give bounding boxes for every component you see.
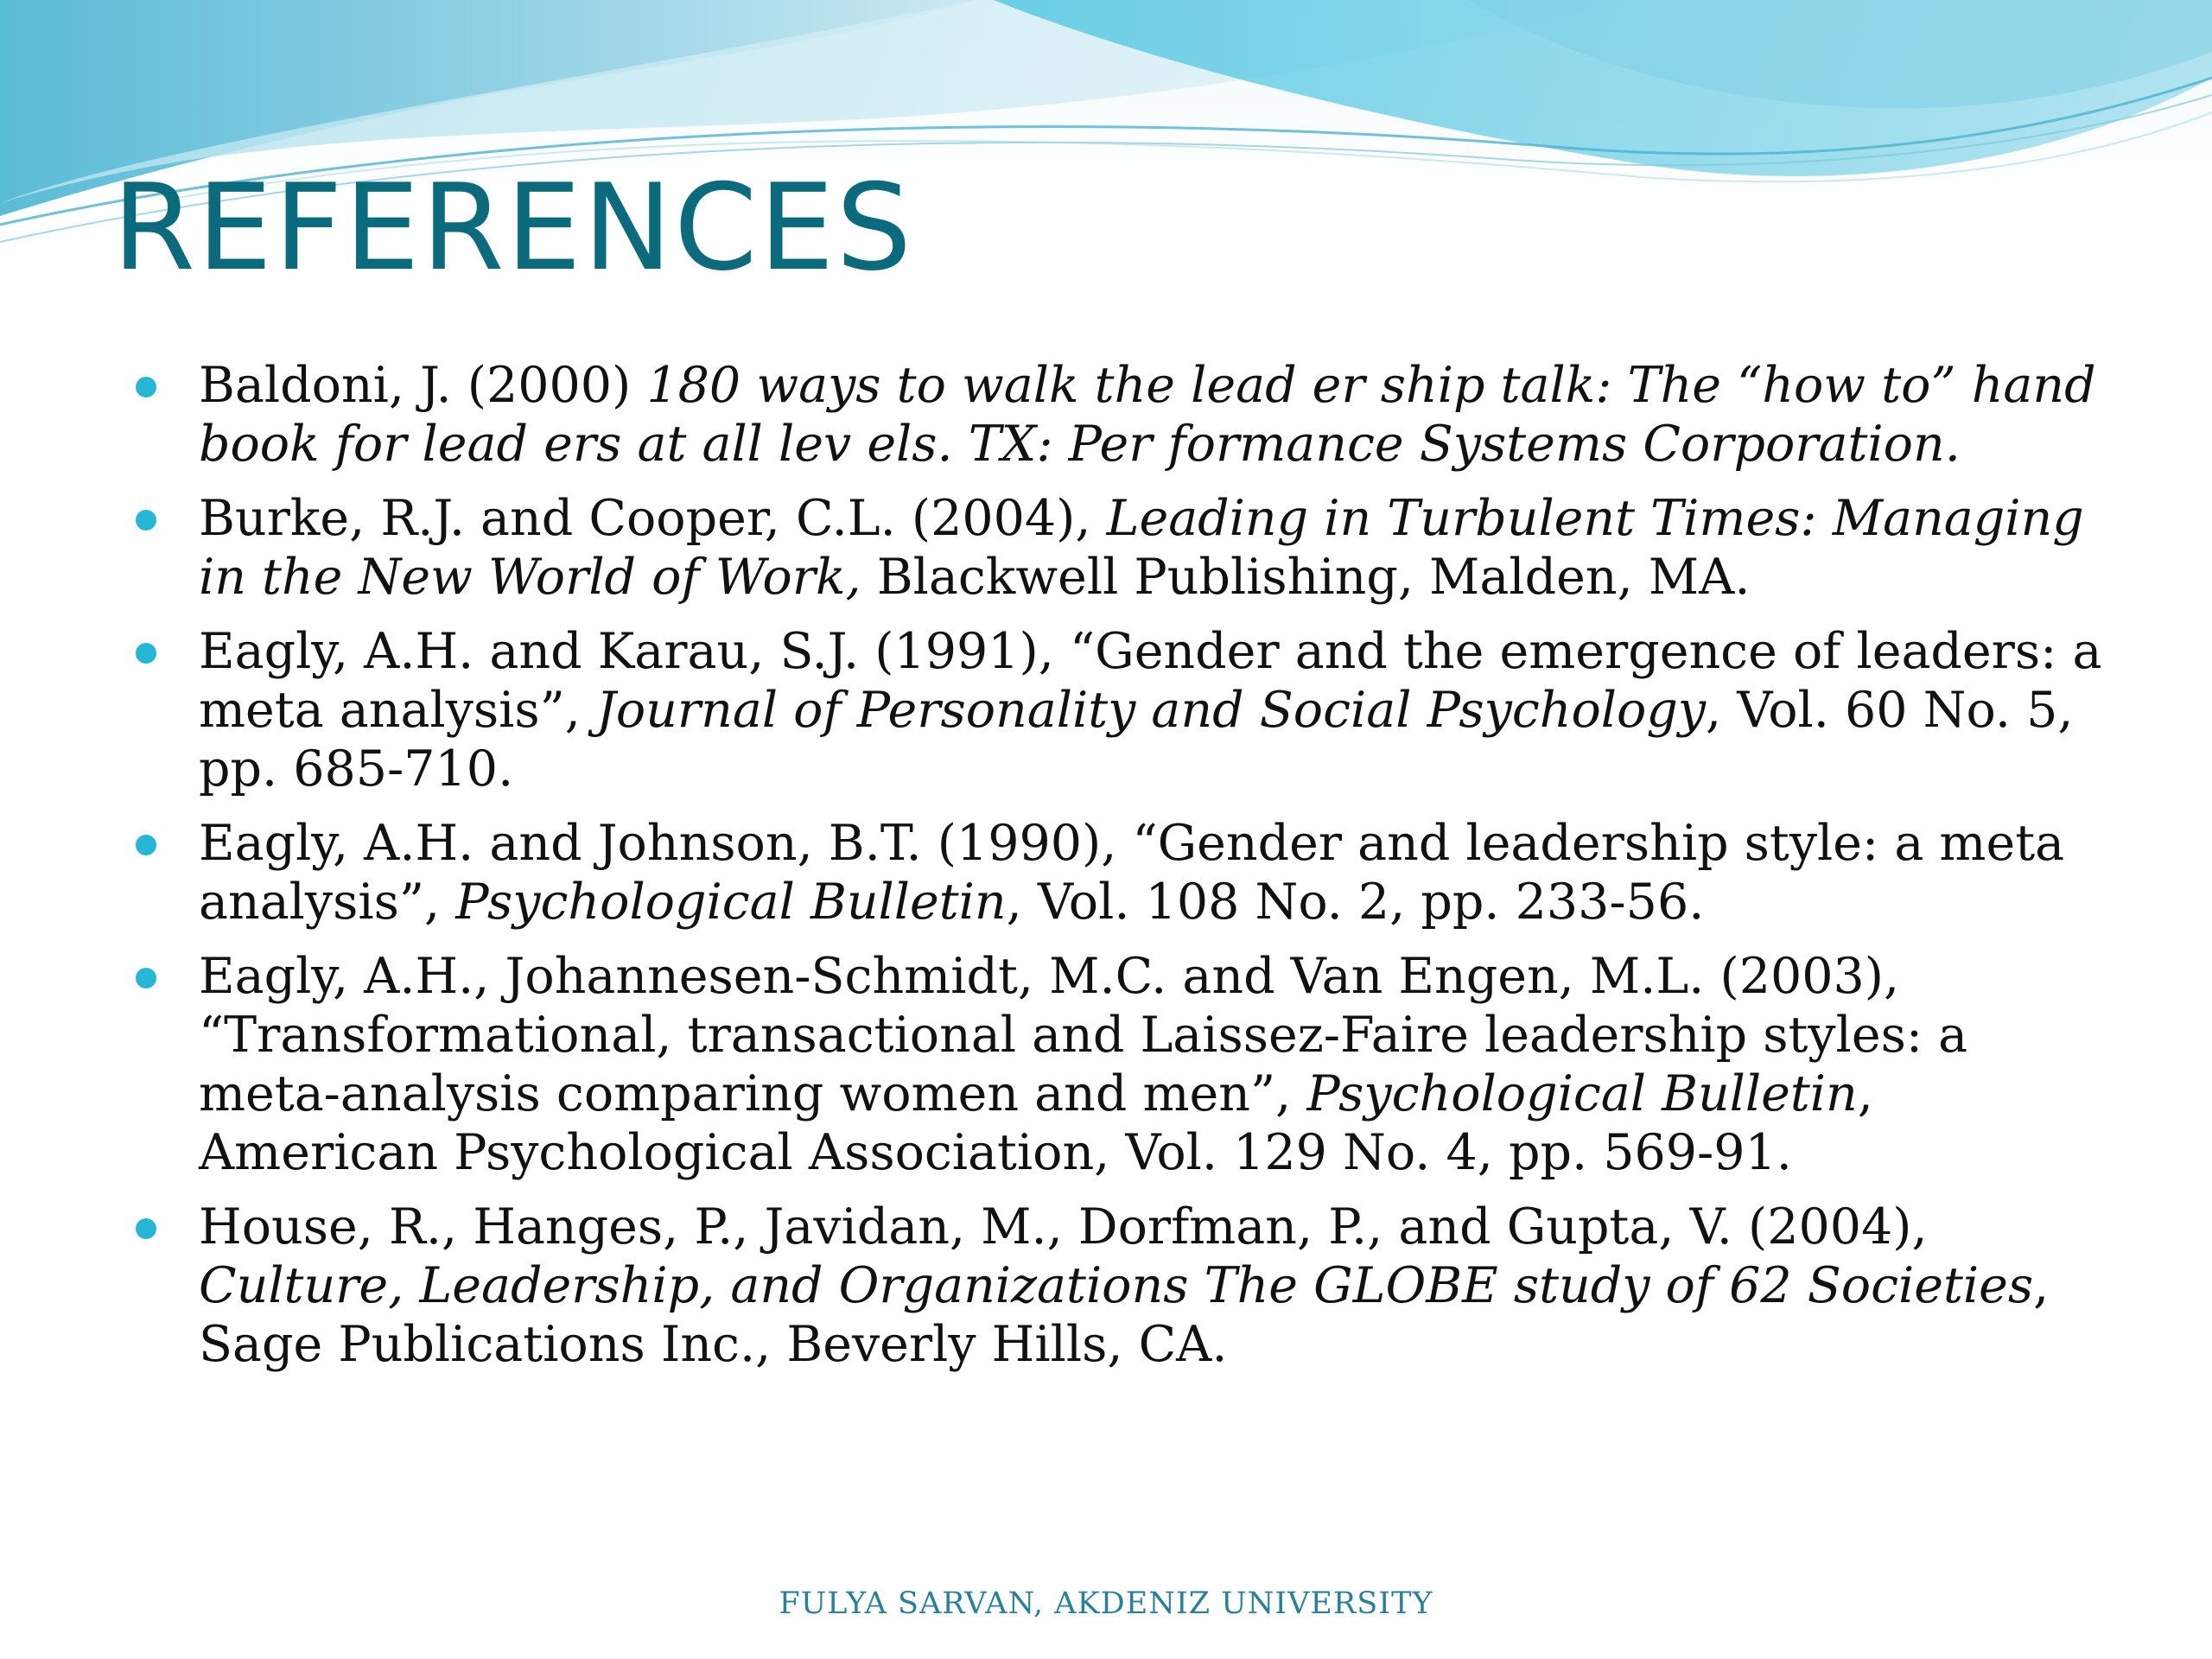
reference-italic-text: Journal of Personality and Social Psychology xyxy=(596,682,1707,739)
reference-italic-text: Leading in Turbulent Times: Managing in the New World of Work, xyxy=(199,490,2084,606)
reference-item xyxy=(130,622,2108,798)
reference-plain-text: , Vol. 108 No. 2, pp. 233-56. xyxy=(1006,874,1705,931)
reference-plain-text: Eagly, A.H. and Johnson, B.T. (1990), “Gender and leadership style: a meta analysis”, xyxy=(199,815,2065,931)
reference-item xyxy=(130,947,2108,1182)
reference-item xyxy=(130,1198,2108,1374)
bullet-dot xyxy=(136,835,156,855)
reference-italic-text: Psychological Bulletin xyxy=(1306,1065,1858,1122)
reference-italic-text: 180 ways to walk the lead er ship talk: The “how to” hand book for lead ers at all lev els. TX: Per formance Systems Corporation. xyxy=(199,357,2096,473)
reference-plain-text: , Vol. 60 No. 5, pp. 685-710. xyxy=(199,682,2074,798)
bullet-dot xyxy=(136,643,156,664)
reference-plain-text: Eagly, A.H. and Karau, S.J. (1991), “Gender and the emergence of leaders: a meta analysis”, xyxy=(199,623,2102,739)
reference-plain-text: , Sage Publications Inc., Beverly Hills, CA. xyxy=(199,1257,2050,1373)
reference-italic-text: Culture, Leadership, and Organizations The GLOBE study of 62 Societies xyxy=(199,1257,2034,1314)
bullet-dot xyxy=(136,510,156,531)
reference-plain-text: , American Psychological Association, Vol. 129 No. 4, pp. 569-91. xyxy=(199,1065,1873,1181)
references-list xyxy=(130,356,2108,1389)
reference-item xyxy=(130,814,2108,931)
bullet-dot xyxy=(136,968,156,988)
bullet-dot xyxy=(136,1218,156,1239)
reference-plain-text: Eagly, A.H., Johannesen-Schmidt, M.C. and Van Engen, M.L. (2003), “Transformational, transactional and Laissez-Faire leadership styles: a meta-analysis comparing women and men”, xyxy=(199,948,1968,1122)
reference-item xyxy=(130,489,2108,607)
slide-title: REFERENCES xyxy=(112,158,914,297)
reference-item xyxy=(130,356,2108,474)
reference-plain-text: House, R., Hanges, P., Javidan, M., Dorfman, P., and Gupta, V. (2004), xyxy=(199,1198,1928,1255)
reference-italic-text: Psychological Bulletin xyxy=(455,874,1007,931)
slide-footer: FULYA SARVAN, AKDENIZ UNIVERSITY xyxy=(779,1586,1433,1621)
reference-plain-text: Burke, R.J. and Cooper, C.L. (2004), xyxy=(199,490,1107,547)
reference-plain-text: Baldoni, J. (2000) xyxy=(199,357,647,414)
bullet-dot xyxy=(136,377,156,397)
reference-plain-text: Blackwell Publishing, Malden, MA. xyxy=(861,549,1751,606)
